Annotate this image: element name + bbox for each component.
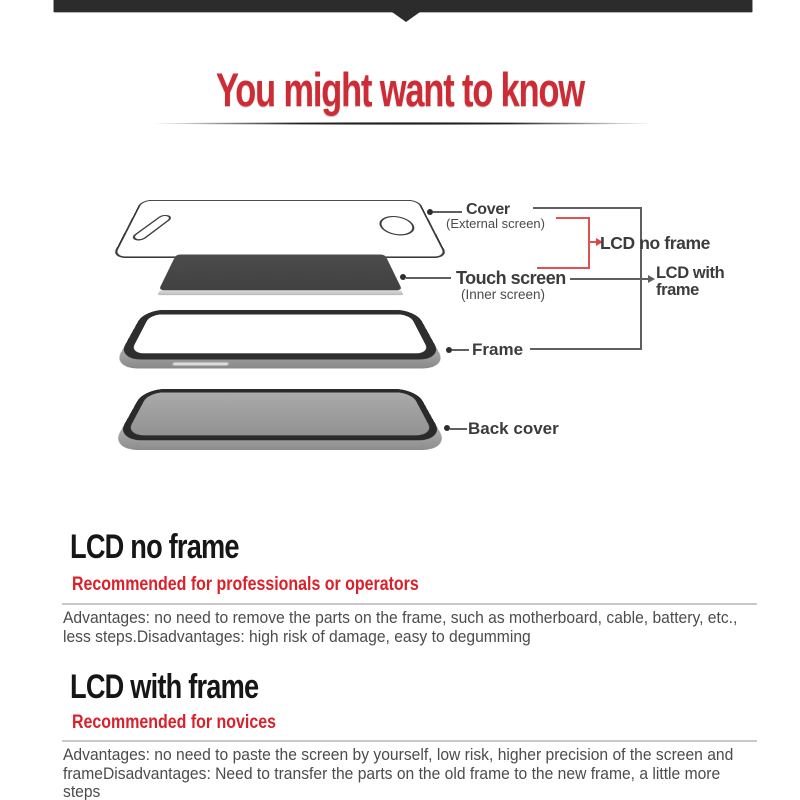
back-cover-part [94, 366, 466, 478]
touch-screen-label: Touch screen [456, 268, 566, 288]
back-cover-shape [110, 389, 450, 450]
back-pointer-line [450, 428, 467, 430]
header [0, 62, 800, 117]
touch-pointer-line [406, 277, 451, 279]
section2-body: Advantages: no need to paste the screen by yourself, low risk, higher precision of the screen and frameDisadvantages: Need to transfer the parts on the old frame to the new frame, a little more steps [63, 745, 734, 800]
cover-pointer-line [433, 211, 462, 213]
camera-hole [377, 216, 419, 235]
back-cover-label: Back cover [468, 419, 559, 438]
section2-divider [62, 740, 757, 742]
page-title: You might want to know [216, 63, 584, 116]
cover-label: Cover [466, 201, 510, 218]
frame-pointer-line [452, 349, 469, 351]
frame-to-bracket-line [530, 348, 642, 350]
top-bar [54, 0, 752, 12]
lcd-no-frame-label: LCD no frame [600, 233, 710, 253]
section2-recommendation: Recommended for novices [72, 712, 276, 733]
cover-sublabel: (External screen) [446, 216, 545, 231]
section1-heading: LCD no frame [70, 528, 239, 566]
top-bar-notch-triangle [392, 12, 420, 22]
frame-bezel-ring [117, 310, 443, 360]
speaker-slot [130, 214, 174, 242]
noframe-bracket-top [556, 217, 590, 219]
touch-screen-sublabel: (Inner screen) [461, 287, 546, 302]
touch-screen-shape [159, 254, 403, 290]
section1-recommendation: Recommended for professionals or operators [72, 574, 419, 595]
section2-heading: LCD with frame [70, 668, 259, 706]
touch-to-withframe-line [570, 278, 648, 280]
lcd-with-frame-label: LCD with frame [656, 264, 725, 299]
noframe-bracket-vertical [588, 217, 590, 269]
section1-divider [62, 603, 757, 605]
cover-to-bracket-line [533, 207, 642, 209]
title-underline [150, 122, 655, 125]
section1-body: Advantages: no need to remove the parts on the frame, such as motherboard, cable, battery, etc., less steps.Disadvantages: high risk of damage, easy to degumming [63, 608, 738, 646]
back-cover-body [115, 389, 444, 440]
frame-label: Frame [472, 340, 524, 359]
frame-shape [112, 310, 448, 368]
withframe-arrowhead-icon [648, 275, 655, 283]
